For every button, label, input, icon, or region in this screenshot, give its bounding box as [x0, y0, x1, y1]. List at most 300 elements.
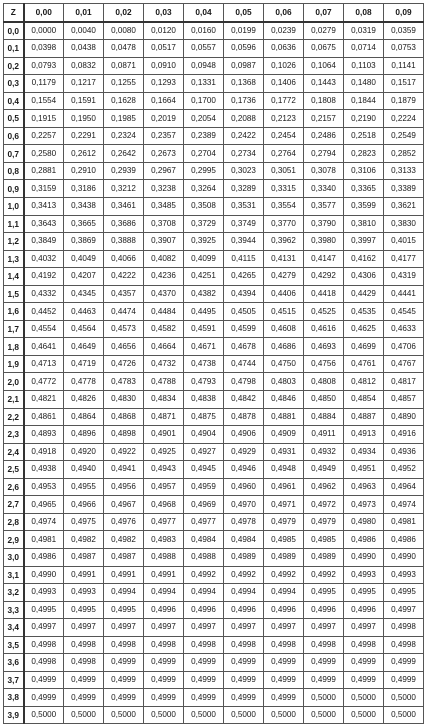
table-row	[4, 619, 424, 637]
table-cell: 0,4599	[224, 320, 264, 338]
table-cell: 0,4962	[304, 478, 344, 496]
table-cell: 0,4965	[24, 496, 64, 514]
table-cell: 0,4995	[304, 584, 344, 602]
table-cell: 0,4994	[184, 584, 224, 602]
table-cell: 0,4943	[144, 461, 184, 479]
table-cell: 0,0160	[184, 22, 224, 40]
table-cell: 0,4932	[304, 443, 344, 461]
table-cell: 0,4980	[344, 513, 384, 531]
table-cell: 0,4788	[144, 373, 184, 391]
table-row	[4, 548, 424, 566]
table-cell: 0,4884	[304, 408, 344, 426]
table-cell: 0,4969	[184, 496, 224, 514]
table-cell: 0,4946	[224, 461, 264, 479]
table-cell: 0,1064	[304, 57, 344, 75]
table-cell: 0,4370	[144, 285, 184, 303]
table-cell: 0,4951	[344, 461, 384, 479]
table-cell: 0,5000	[24, 706, 64, 724]
table-row	[4, 689, 424, 707]
table-cell: 0,3944	[224, 233, 264, 251]
table-cell: 0,4803	[264, 373, 304, 391]
table-cell: 0,1700	[184, 92, 224, 110]
table-row	[4, 268, 424, 286]
table-cell: 0,4985	[304, 531, 344, 549]
table-row	[4, 57, 424, 75]
table-cell: 0,4693	[304, 338, 344, 356]
table-cell: 0,2704	[184, 145, 224, 163]
row-z-label: 2,9	[4, 531, 24, 549]
table-cell: 0,4115	[224, 250, 264, 268]
table-cell: 0,4495	[184, 303, 224, 321]
table-cell: 0,4778	[64, 373, 104, 391]
row-z-label: 1,9	[4, 355, 24, 373]
table-cell: 0,3531	[224, 198, 264, 216]
table-cell: 0,0438	[64, 40, 104, 58]
table-cell: 0,4994	[104, 584, 144, 602]
table-cell: 0,3643	[24, 215, 64, 233]
table-row	[4, 285, 424, 303]
table-row	[4, 461, 424, 479]
row-z-label: 2,7	[4, 496, 24, 514]
table-cell: 0,3413	[24, 198, 64, 216]
row-z-label: 3,9	[4, 706, 24, 724]
table-cell: 0,4875	[184, 408, 224, 426]
table-cell: 0,3186	[64, 180, 104, 198]
table-cell: 0,3621	[384, 198, 424, 216]
table-cell: 0,5000	[344, 689, 384, 707]
table-cell: 0,4452	[24, 303, 64, 321]
table-cell: 0,2157	[304, 110, 344, 128]
table-cell: 0,4999	[184, 671, 224, 689]
table-cell: 0,3790	[304, 215, 344, 233]
table-cell: 0,3051	[264, 162, 304, 180]
table-cell: 0,5000	[384, 689, 424, 707]
table-cell: 0,4904	[184, 426, 224, 444]
table-row	[4, 513, 424, 531]
table-cell: 0,4846	[264, 391, 304, 409]
table-cell: 0,4881	[264, 408, 304, 426]
table-cell: 0,4997	[64, 619, 104, 637]
table-cell: 0,4131	[264, 250, 304, 268]
table-cell: 0,4999	[184, 689, 224, 707]
table-cell: 0,3438	[64, 198, 104, 216]
row-z-label: 3,8	[4, 689, 24, 707]
table-cell: 0,4463	[64, 303, 104, 321]
row-z-label: 2,2	[4, 408, 24, 426]
table-cell: 0,2823	[344, 145, 384, 163]
table-cell: 0,4484	[144, 303, 184, 321]
table-cell: 0,4817	[384, 373, 424, 391]
table-cell: 0,0000	[24, 22, 64, 40]
table-cell: 0,1844	[344, 92, 384, 110]
table-cell: 0,4988	[144, 548, 184, 566]
table-cell: 0,4992	[224, 566, 264, 584]
table-cell: 0,4656	[104, 338, 144, 356]
table-cell: 0,4999	[24, 689, 64, 707]
row-z-label: 0,7	[4, 145, 24, 163]
table-cell: 0,4931	[264, 443, 304, 461]
table-cell: 0,4995	[344, 584, 384, 602]
table-cell: 0,0675	[304, 40, 344, 58]
table-cell: 0,4898	[104, 426, 144, 444]
table-cell: 0,4977	[144, 513, 184, 531]
table-cell: 0,4941	[104, 461, 144, 479]
table-cell: 0,4968	[144, 496, 184, 514]
table-cell: 0,4955	[64, 478, 104, 496]
table-cell: 0,3997	[344, 233, 384, 251]
table-cell: 0,4997	[384, 601, 424, 619]
table-cell: 0,3212	[104, 180, 144, 198]
table-cell: 0,4265	[224, 268, 264, 286]
table-cell: 0,4998	[384, 619, 424, 637]
table-cell: 0,4147	[304, 250, 344, 268]
table-cell: 0,3238	[144, 180, 184, 198]
table-cell: 0,4251	[184, 268, 224, 286]
column-header: 0,09	[384, 4, 424, 22]
table-cell: 0,4999	[104, 671, 144, 689]
table-cell: 0,4854	[344, 391, 384, 409]
table-cell: 0,4995	[104, 601, 144, 619]
z-table-body	[4, 22, 424, 724]
column-header: 0,00	[24, 4, 64, 22]
table-row	[4, 92, 424, 110]
table-cell: 0,4332	[24, 285, 64, 303]
table-cell: 0,4985	[264, 531, 304, 549]
table-cell: 0,4929	[224, 443, 264, 461]
table-cell: 0,4864	[64, 408, 104, 426]
table-cell: 0,2324	[104, 127, 144, 145]
table-cell: 0,4394	[224, 285, 264, 303]
table-cell: 0,3729	[184, 215, 224, 233]
table-cell: 0,2995	[184, 162, 224, 180]
table-cell: 0,4997	[104, 619, 144, 637]
table-cell: 0,4909	[264, 426, 304, 444]
table-cell: 0,4564	[64, 320, 104, 338]
table-cell: 0,4996	[344, 601, 384, 619]
table-cell: 0,4961	[264, 478, 304, 496]
table-cell: 0,0199	[224, 22, 264, 40]
table-cell: 0,4999	[104, 689, 144, 707]
table-row	[4, 584, 424, 602]
table-cell: 0,3461	[104, 198, 144, 216]
column-header: 0,08	[344, 4, 384, 22]
table-cell: 0,4890	[384, 408, 424, 426]
table-cell: 0,4671	[184, 338, 224, 356]
table-cell: 0,1368	[224, 75, 264, 93]
table-cell: 0,4999	[24, 671, 64, 689]
table-cell: 0,4983	[144, 531, 184, 549]
table-cell: 0,4994	[264, 584, 304, 602]
table-cell: 0,3708	[144, 215, 184, 233]
table-row	[4, 426, 424, 444]
table-cell: 0,4292	[304, 268, 344, 286]
table-cell: 0,2673	[144, 145, 184, 163]
table-cell: 0,4996	[264, 601, 304, 619]
table-cell: 0,4357	[104, 285, 144, 303]
table-cell: 0,4999	[344, 671, 384, 689]
row-z-label: 2,3	[4, 426, 24, 444]
table-cell: 0,1879	[384, 92, 424, 110]
table-cell: 0,0832	[64, 57, 104, 75]
table-cell: 0,2939	[104, 162, 144, 180]
table-cell: 0,4999	[384, 654, 424, 672]
table-cell: 0,4767	[384, 355, 424, 373]
table-cell: 0,4964	[384, 478, 424, 496]
table-cell: 0,0040	[64, 22, 104, 40]
table-cell: 0,4984	[224, 531, 264, 549]
table-cell: 0,0398	[24, 40, 64, 58]
table-cell: 0,1026	[264, 57, 304, 75]
table-cell: 0,4973	[344, 496, 384, 514]
table-cell: 0,4953	[24, 478, 64, 496]
table-cell: 0,3554	[264, 198, 304, 216]
table-cell: 0,4686	[264, 338, 304, 356]
row-z-label: 0,5	[4, 110, 24, 128]
table-cell: 0,4808	[304, 373, 344, 391]
table-cell: 0,4992	[304, 566, 344, 584]
table-cell: 0,4049	[64, 250, 104, 268]
table-cell: 0,2054	[184, 110, 224, 128]
row-z-label: 2,8	[4, 513, 24, 531]
table-cell: 0,2357	[144, 127, 184, 145]
table-cell: 0,3159	[24, 180, 64, 198]
table-cell: 0,4925	[144, 443, 184, 461]
table-cell: 0,4871	[144, 408, 184, 426]
table-row	[4, 478, 424, 496]
column-header: 0,06	[264, 4, 304, 22]
table-row	[4, 180, 424, 198]
table-cell: 0,4920	[64, 443, 104, 461]
column-header: 0,01	[64, 4, 104, 22]
row-z-label: 2,1	[4, 391, 24, 409]
table-row	[4, 145, 424, 163]
table-cell: 0,4821	[24, 391, 64, 409]
table-cell: 0,4976	[104, 513, 144, 531]
table-row	[4, 566, 424, 584]
table-cell: 0,4279	[264, 268, 304, 286]
table-row	[4, 198, 424, 216]
table-cell: 0,4977	[184, 513, 224, 531]
table-cell: 0,4162	[344, 250, 384, 268]
table-cell: 0,4744	[224, 355, 264, 373]
table-cell: 0,4999	[184, 654, 224, 672]
table-row	[4, 127, 424, 145]
table-cell: 0,4887	[344, 408, 384, 426]
table-cell: 0,4830	[104, 391, 144, 409]
table-cell: 0,4936	[384, 443, 424, 461]
z-table	[3, 3, 424, 724]
table-cell: 0,3962	[264, 233, 304, 251]
table-cell: 0,4997	[304, 619, 344, 637]
table-cell: 0,1628	[104, 92, 144, 110]
table-cell: 0,4738	[184, 355, 224, 373]
table-cell: 0,0239	[264, 22, 304, 40]
row-z-label: 1,5	[4, 285, 24, 303]
table-cell: 0,2123	[264, 110, 304, 128]
row-z-label: 0,0	[4, 22, 24, 40]
table-cell: 0,4989	[264, 548, 304, 566]
table-row	[4, 391, 424, 409]
table-cell: 0,4998	[104, 636, 144, 654]
table-cell: 0,1480	[344, 75, 384, 93]
table-cell: 0,1664	[144, 92, 184, 110]
table-row	[4, 110, 424, 128]
table-cell: 0,4999	[104, 654, 144, 672]
table-cell: 0,4878	[224, 408, 264, 426]
table-cell: 0,4082	[144, 250, 184, 268]
table-cell: 0,2642	[104, 145, 144, 163]
row-z-label: 3,5	[4, 636, 24, 654]
table-cell: 0,4591	[184, 320, 224, 338]
table-cell: 0,4970	[224, 496, 264, 514]
table-row	[4, 75, 424, 93]
table-cell: 0,3577	[304, 198, 344, 216]
table-cell: 0,4993	[384, 566, 424, 584]
table-cell: 0,4236	[144, 268, 184, 286]
table-cell: 0,4633	[384, 320, 424, 338]
table-cell: 0,4971	[264, 496, 304, 514]
table-cell: 0,3133	[384, 162, 424, 180]
table-cell: 0,0279	[304, 22, 344, 40]
column-header: 0,02	[104, 4, 144, 22]
row-z-label: 2,5	[4, 461, 24, 479]
table-cell: 0,4525	[304, 303, 344, 321]
row-z-label: 0,9	[4, 180, 24, 198]
table-cell: 0,5000	[384, 706, 424, 724]
column-header: 0,04	[184, 4, 224, 22]
table-row	[4, 338, 424, 356]
table-cell: 0,1406	[264, 75, 304, 93]
table-cell: 0,4991	[144, 566, 184, 584]
row-z-label: 1,8	[4, 338, 24, 356]
table-cell: 0,5000	[304, 706, 344, 724]
table-cell: 0,4826	[64, 391, 104, 409]
row-z-label: 1,7	[4, 320, 24, 338]
table-cell: 0,0359	[384, 22, 424, 40]
row-z-label: 2,4	[4, 443, 24, 461]
table-cell: 0,4948	[264, 461, 304, 479]
table-cell: 0,4999	[224, 689, 264, 707]
table-cell: 0,4545	[384, 303, 424, 321]
column-header: 0,03	[144, 4, 184, 22]
table-cell: 0,2486	[304, 127, 344, 145]
table-cell: 0,4901	[144, 426, 184, 444]
table-cell: 0,2088	[224, 110, 264, 128]
table-cell: 0,4993	[344, 566, 384, 584]
row-z-label: 3,4	[4, 619, 24, 637]
table-cell: 0,4222	[104, 268, 144, 286]
table-cell: 0,4999	[224, 671, 264, 689]
table-cell: 0,4957	[144, 478, 184, 496]
table-cell: 0,4177	[384, 250, 424, 268]
table-cell: 0,4906	[224, 426, 264, 444]
table-cell: 0,4207	[64, 268, 104, 286]
table-cell: 0,3849	[24, 233, 64, 251]
table-row	[4, 320, 424, 338]
table-cell: 0,4706	[384, 338, 424, 356]
table-cell: 0,4979	[264, 513, 304, 531]
table-cell: 0,3925	[184, 233, 224, 251]
table-cell: 0,4608	[264, 320, 304, 338]
table-cell: 0,0596	[224, 40, 264, 58]
table-cell: 0,4997	[344, 619, 384, 637]
table-cell: 0,1591	[64, 92, 104, 110]
table-cell: 0,4998	[64, 654, 104, 672]
table-cell: 0,3340	[304, 180, 344, 198]
table-cell: 0,4418	[304, 285, 344, 303]
table-cell: 0,3770	[264, 215, 304, 233]
table-cell: 0,4981	[384, 513, 424, 531]
table-cell: 0,2422	[224, 127, 264, 145]
table-row	[4, 233, 424, 251]
table-cell: 0,0517	[144, 40, 184, 58]
table-cell: 0,4999	[264, 654, 304, 672]
table-cell: 0,4938	[24, 461, 64, 479]
table-cell: 0,4995	[64, 601, 104, 619]
table-cell: 0,3389	[384, 180, 424, 198]
table-cell: 0,3485	[144, 198, 184, 216]
table-cell: 0,4998	[304, 636, 344, 654]
table-cell: 0,4987	[64, 548, 104, 566]
table-cell: 0,4991	[104, 566, 144, 584]
table-cell: 0,0871	[104, 57, 144, 75]
table-cell: 0,4982	[104, 531, 144, 549]
table-cell: 0,4997	[184, 619, 224, 637]
table-cell: 0,4441	[384, 285, 424, 303]
table-cell: 0,2518	[344, 127, 384, 145]
table-cell: 0,4641	[24, 338, 64, 356]
table-cell: 0,4515	[264, 303, 304, 321]
table-cell: 0,4999	[64, 671, 104, 689]
table-cell: 0,3023	[224, 162, 264, 180]
table-cell: 0,4998	[24, 636, 64, 654]
table-row	[4, 654, 424, 672]
table-cell: 0,4999	[344, 654, 384, 672]
table-row	[4, 601, 424, 619]
table-cell: 0,4015	[384, 233, 424, 251]
table-cell: 0,4719	[64, 355, 104, 373]
table-cell: 0,4988	[184, 548, 224, 566]
table-cell: 0,1443	[304, 75, 344, 93]
table-cell: 0,5000	[304, 689, 344, 707]
row-z-label: 3,1	[4, 566, 24, 584]
table-cell: 0,5000	[104, 706, 144, 724]
table-cell: 0,4678	[224, 338, 264, 356]
table-cell: 0,1772	[264, 92, 304, 110]
table-cell: 0,4996	[144, 601, 184, 619]
table-cell: 0,4959	[184, 478, 224, 496]
table-cell: 0,1808	[304, 92, 344, 110]
table-cell: 0,5000	[144, 706, 184, 724]
table-cell: 0,4649	[64, 338, 104, 356]
table-cell: 0,4726	[104, 355, 144, 373]
table-row	[4, 408, 424, 426]
table-cell: 0,5000	[344, 706, 384, 724]
table-cell: 0,2852	[384, 145, 424, 163]
table-cell: 0,1736	[224, 92, 264, 110]
row-z-label: 3,2	[4, 584, 24, 602]
table-cell: 0,4999	[144, 689, 184, 707]
table-cell: 0,4750	[264, 355, 304, 373]
table-cell: 0,1255	[104, 75, 144, 93]
table-cell: 0,2764	[264, 145, 304, 163]
table-cell: 0,4998	[184, 636, 224, 654]
row-z-label: 2,6	[4, 478, 24, 496]
table-cell: 0,2612	[64, 145, 104, 163]
table-cell: 0,4793	[184, 373, 224, 391]
table-cell: 0,5000	[224, 706, 264, 724]
table-cell: 0,4505	[224, 303, 264, 321]
